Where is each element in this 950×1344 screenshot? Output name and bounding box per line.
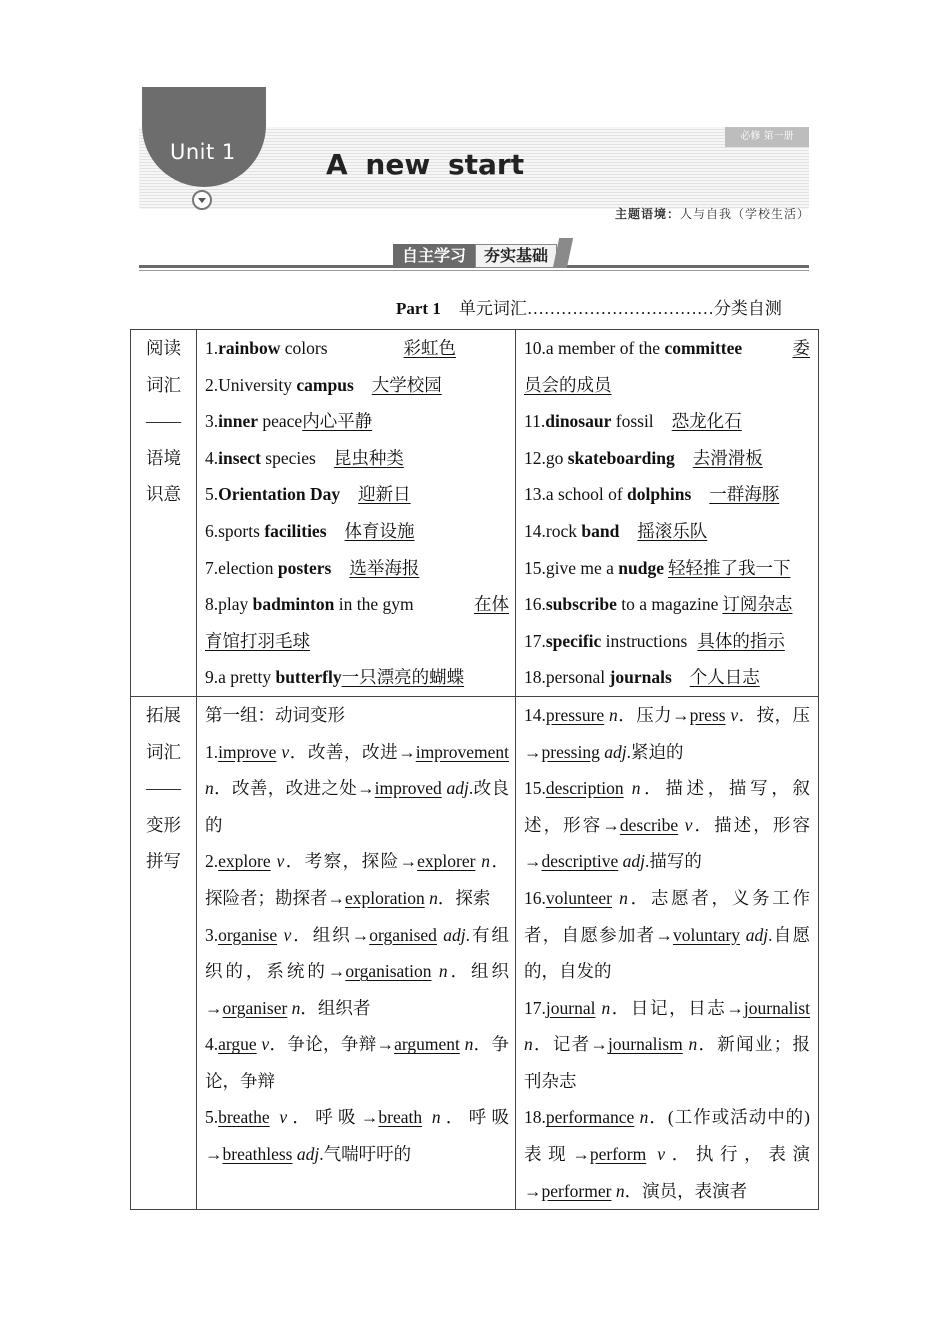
vocab-item xyxy=(205,550,509,587)
phrase-text: go xyxy=(545,447,568,468)
item-number: 5. xyxy=(205,484,219,505)
item-number: 3. xyxy=(205,411,219,432)
phrase-text: personal xyxy=(545,667,610,688)
keyword: subscribe xyxy=(545,594,617,615)
definition: ．描述，形容→ xyxy=(524,814,810,872)
reading-row xyxy=(131,330,819,697)
answer-text: 员会的成员 xyxy=(524,374,612,395)
answer-word: organisation xyxy=(345,961,432,982)
part-of-speech: v xyxy=(730,704,739,725)
vocab-item xyxy=(205,440,509,477)
vocab-item xyxy=(205,403,509,440)
vocab-item xyxy=(524,659,810,696)
definition: ．志愿者，义务工作者，自愿参加者→ xyxy=(524,887,811,945)
item-number: 6. xyxy=(205,520,219,541)
book-tag: 必修 第一册 xyxy=(725,127,809,147)
word-family-item xyxy=(205,1099,509,1172)
answer-word: journalist xyxy=(743,997,811,1018)
answer-word: performance xyxy=(545,1107,635,1128)
extended-left-column xyxy=(197,696,516,1209)
vocab-table xyxy=(130,329,819,1210)
answer-text: 去滑滑板 xyxy=(692,447,763,468)
phrase-text: peace xyxy=(258,411,303,432)
category-line: 识意 xyxy=(146,484,181,505)
answer-text: 轻轻推了我一下 xyxy=(668,557,791,578)
phrase-text: instructions xyxy=(601,630,688,651)
definition: .改良的 xyxy=(205,778,510,835)
part-of-speech: adj xyxy=(622,851,646,872)
definition: ．记者→ xyxy=(532,1034,608,1055)
vocab-item xyxy=(524,440,810,477)
item-number: 8. xyxy=(205,594,219,615)
answer-word: voluntary xyxy=(672,924,741,945)
theme-label: 主题语境： xyxy=(614,207,680,221)
answer-word: perform xyxy=(589,1144,647,1165)
item-number: 16. xyxy=(524,594,546,615)
answer-word: journal xyxy=(545,997,596,1018)
item-number: 7. xyxy=(205,557,219,578)
item-number: 3. xyxy=(205,924,219,945)
section-divider-thin xyxy=(139,270,809,271)
definition: ．争论，争辩 xyxy=(205,1034,510,1091)
keyword: band xyxy=(581,520,620,541)
answer-word: exploration xyxy=(345,887,425,908)
definition: ．改善，改进之处→ xyxy=(213,778,375,799)
keyword: Orientation Day xyxy=(218,484,341,505)
definition: ．新闻业；报刊杂志 xyxy=(524,1034,810,1091)
vocab-item xyxy=(205,330,509,367)
vocab-item-cont xyxy=(205,623,509,660)
category-line: 拼写 xyxy=(146,851,181,872)
answer-word: pressure xyxy=(545,704,605,725)
phrase-text: species xyxy=(260,447,316,468)
answer-text: 具体的指示 xyxy=(697,630,785,651)
answer-word: explore xyxy=(218,851,271,872)
extended-right-column xyxy=(516,696,819,1209)
definition: ．描述，描写，叙述，形容→ xyxy=(524,778,811,835)
definition: ．日记，日志→ xyxy=(610,997,744,1018)
definition: ．探索 xyxy=(437,887,491,908)
word-family-item xyxy=(205,734,509,844)
chevron-down-icon[interactable] xyxy=(192,190,212,210)
part-of-speech: n xyxy=(205,778,214,799)
vocab-item-cont xyxy=(524,367,810,404)
word-family-item xyxy=(205,1026,509,1099)
part-of-speech: v xyxy=(684,814,693,835)
definition: .气喘吁吁的 xyxy=(319,1144,412,1165)
answer-word: descriptive xyxy=(541,851,619,872)
part-of-speech: n xyxy=(631,778,641,799)
item-number: 1. xyxy=(205,741,219,762)
vocab-item xyxy=(205,367,509,404)
keyword: facilities xyxy=(264,520,327,541)
part-of-speech: n xyxy=(429,887,438,908)
answer-text: 大学校园 xyxy=(371,374,442,395)
keyword: badminton xyxy=(252,594,335,615)
answer-word: improve xyxy=(218,741,277,762)
definition: ．呼吸→ xyxy=(205,1107,510,1165)
keyword: butterfly xyxy=(275,667,342,688)
part-of-speech: n xyxy=(291,997,301,1018)
item-number: 17. xyxy=(524,997,546,1018)
phrase-text: rock xyxy=(545,520,582,541)
definition: ．呼吸→ xyxy=(287,1107,379,1128)
word-family-item xyxy=(524,697,810,770)
part-of-speech: v xyxy=(281,741,290,762)
vocab-item xyxy=(524,623,810,660)
answer-word: breathless xyxy=(222,1144,293,1165)
definition: ．组织→ xyxy=(291,924,370,945)
item-number: 4. xyxy=(205,447,219,468)
definition: ．压力→ xyxy=(617,704,690,725)
part-of-speech: adj xyxy=(604,741,627,762)
part-of-speech: v xyxy=(657,1144,666,1165)
keyword: rainbow xyxy=(218,338,281,358)
theme-context xyxy=(615,205,810,222)
category-line: —— xyxy=(146,411,181,432)
answer-word: organise xyxy=(218,924,278,945)
item-number: 5. xyxy=(205,1107,219,1128)
item-number: 14. xyxy=(524,704,546,725)
unit-label: Unit 1 xyxy=(170,140,236,164)
word-family-item xyxy=(524,770,810,880)
answer-word: argument xyxy=(394,1034,460,1055)
category-line: 拓展 xyxy=(146,704,181,725)
part-of-speech: adj xyxy=(296,1144,320,1165)
answer-text: 一群海豚 xyxy=(709,484,780,505)
reading-category xyxy=(131,330,197,697)
vocab-item xyxy=(524,586,810,623)
answer-text: 个人日志 xyxy=(689,667,760,688)
theme-value: 人与自我（学校生活） xyxy=(679,207,810,221)
phrase-text: colors xyxy=(280,338,328,358)
word-family-item xyxy=(205,843,509,916)
definition: ．演员，表演者 xyxy=(624,1180,748,1201)
part-title: 单元词汇……………………………分类自测 xyxy=(458,299,782,318)
phrase-text: a pretty xyxy=(218,667,276,688)
definition: ．改善，改进→ xyxy=(289,741,416,762)
answer-word: breath xyxy=(378,1107,423,1128)
keyword: committee xyxy=(664,338,743,358)
vocab-item xyxy=(524,513,810,550)
definition: .描写的 xyxy=(645,851,702,872)
answer-text: 委 xyxy=(792,338,810,358)
item-number: 18. xyxy=(524,667,546,688)
keyword: posters xyxy=(277,557,332,578)
item-number: 15. xyxy=(524,557,546,578)
part-of-speech: adj xyxy=(745,924,769,945)
keyword: inner xyxy=(218,411,258,432)
item-number: 14. xyxy=(524,520,546,541)
phrase-text: sports xyxy=(218,520,265,541)
item-number: 18. xyxy=(524,1107,546,1128)
item-number: 12. xyxy=(524,447,546,468)
phrase-text: in the gym xyxy=(334,594,414,615)
answer-word: explorer xyxy=(417,851,476,872)
keyword: campus xyxy=(296,374,354,395)
answer-word: press xyxy=(689,704,726,725)
answer-word: description xyxy=(545,778,624,799)
part-of-speech: n xyxy=(438,961,448,982)
word-family-item xyxy=(524,880,810,990)
word-family-item xyxy=(524,990,810,1100)
answer-word: improvement xyxy=(415,741,510,762)
answer-word: organiser xyxy=(222,997,288,1018)
answer-text: 体育设施 xyxy=(344,520,415,541)
category-line: 阅读 xyxy=(146,338,181,358)
item-number: 4. xyxy=(205,1034,219,1055)
answer-text: 一只漂亮的蝴蝶 xyxy=(341,667,465,688)
definition: .有组织的，系统的→ xyxy=(205,924,510,982)
item-number: 2. xyxy=(205,374,219,395)
keyword: dolphins xyxy=(627,484,692,505)
part-of-speech: n xyxy=(619,887,628,908)
answer-word: organised xyxy=(369,924,437,945)
keyword: specific xyxy=(545,630,602,651)
keyword: skateboarding xyxy=(567,447,675,468)
part-of-speech: v xyxy=(279,1107,288,1128)
answer-text: 在体 xyxy=(474,594,509,615)
part-of-speech: n xyxy=(481,851,491,872)
category-line: 词汇 xyxy=(146,741,181,762)
vocab-item xyxy=(524,550,810,587)
answer-word: volunteer xyxy=(545,887,612,908)
answer-text: 育馆打羽毛球 xyxy=(205,630,310,651)
definition: ．按，压→ xyxy=(524,704,811,762)
category-line: —— xyxy=(146,778,181,799)
definition: ．探险者；勘探者→ xyxy=(205,851,510,908)
answer-text: 摇滚乐队 xyxy=(637,520,708,541)
part-of-speech: n xyxy=(524,1034,533,1055)
reading-left-column xyxy=(197,330,516,697)
answer-word: journalism xyxy=(607,1034,683,1055)
part-label: Part 1 xyxy=(396,299,441,318)
item-number: 17. xyxy=(524,630,546,651)
part-of-speech: adj xyxy=(443,924,466,945)
unit-title: A new start xyxy=(326,148,525,181)
phrase-text: play xyxy=(218,594,253,615)
phrase-text: a member of the xyxy=(545,338,665,358)
definition: ．组织者 xyxy=(300,997,371,1018)
phrase-text: to a magazine xyxy=(616,594,719,615)
keyword: dinosaur xyxy=(545,411,612,432)
phrase-text: a school of xyxy=(545,484,628,505)
answer-text: 选举海报 xyxy=(349,557,420,578)
definition: .紧迫的 xyxy=(626,741,684,762)
ribbon-fold xyxy=(553,238,573,268)
phrase-text: fossil xyxy=(611,411,654,432)
answer-word: argue xyxy=(218,1034,257,1055)
ribbon-self-study: 自主学习 xyxy=(393,244,475,268)
item-number: 13. xyxy=(524,484,546,505)
word-family-item xyxy=(524,1099,810,1209)
part-of-speech: n xyxy=(615,1180,625,1201)
definition: .自愿的，自发的 xyxy=(524,924,811,982)
keyword: insect xyxy=(218,447,261,468)
part-of-speech: n xyxy=(464,1034,474,1055)
item-number: 16. xyxy=(524,887,546,908)
answer-word: improved xyxy=(374,778,442,799)
part-of-speech: n xyxy=(431,1107,441,1128)
extended-category xyxy=(131,696,197,1209)
vocab-item xyxy=(205,513,509,550)
category-line: 变形 xyxy=(146,814,181,835)
answer-word: describe xyxy=(619,814,679,835)
part-of-speech: adj xyxy=(446,778,469,799)
answer-word: pressing xyxy=(541,741,600,762)
vocab-item xyxy=(524,403,810,440)
vocab-item xyxy=(205,659,509,696)
item-number: 11. xyxy=(524,411,546,432)
part-heading xyxy=(396,294,782,319)
part-of-speech: v xyxy=(261,1034,270,1055)
group-title: 第一组：动词变形 xyxy=(205,704,345,725)
vocab-item xyxy=(205,586,509,623)
part-of-speech: v xyxy=(276,851,285,872)
vocab-item xyxy=(524,330,810,367)
definition: ．(工作或活动中的)表现→ xyxy=(524,1107,811,1165)
ribbon-foundation: 夯实基础 xyxy=(475,244,557,268)
definition: ．组织→ xyxy=(205,961,510,1018)
item-number: 1. xyxy=(205,338,219,358)
answer-text: 恐龙化石 xyxy=(671,411,742,432)
phrase-text: election xyxy=(218,557,278,578)
answer-word: breathe xyxy=(218,1107,270,1128)
phrase-text: give me a xyxy=(545,557,619,578)
category-line: 词汇 xyxy=(146,374,181,395)
vocab-item xyxy=(205,476,509,513)
part-of-speech: v xyxy=(283,924,292,945)
part-of-speech: n xyxy=(609,704,618,725)
keyword: journals xyxy=(609,667,672,688)
part-of-speech: n xyxy=(688,1034,698,1055)
item-number: 9. xyxy=(205,667,219,688)
answer-text: 内心平静 xyxy=(302,411,373,432)
vocab-item xyxy=(524,476,810,513)
definition: ．争论，争辩→ xyxy=(269,1034,395,1055)
answer-word: performer xyxy=(541,1180,612,1201)
part-of-speech: n xyxy=(639,1107,649,1128)
answer-text: 订阅杂志 xyxy=(722,594,793,615)
item-number: 2. xyxy=(205,851,219,872)
part-of-speech: n xyxy=(601,997,611,1018)
item-number: 15. xyxy=(524,778,546,799)
answer-text: 昆虫种类 xyxy=(333,447,404,468)
definition: ．执行，表演→ xyxy=(524,1144,811,1201)
item-number: 10. xyxy=(524,338,546,358)
answer-text: 迎新日 xyxy=(358,484,411,505)
category-line: 语境 xyxy=(146,447,181,468)
word-family-item xyxy=(205,917,509,1027)
extended-row xyxy=(131,696,819,1209)
reading-right-column xyxy=(516,330,819,697)
phrase-text: University xyxy=(218,374,297,395)
definition: ．考察，探险→ xyxy=(284,851,418,872)
keyword: nudge xyxy=(618,557,664,578)
answer-text: 彩虹色 xyxy=(403,338,457,358)
